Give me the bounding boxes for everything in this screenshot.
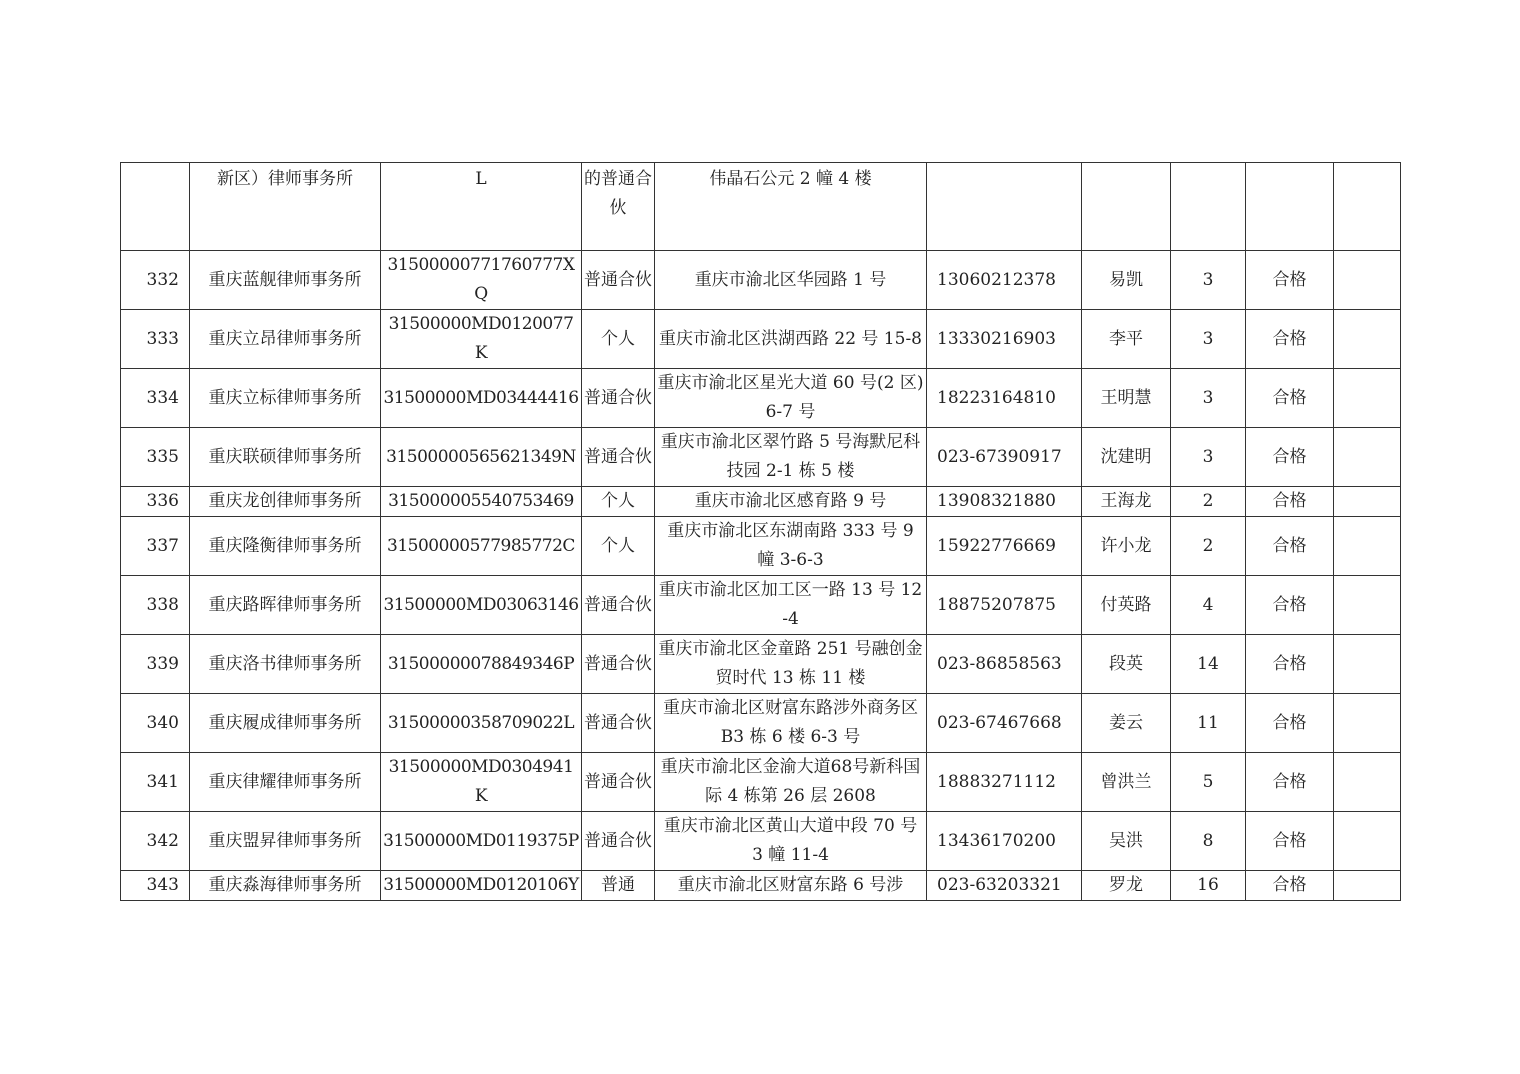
cell-type: 普通合伙 (582, 694, 655, 753)
cell-code: 31500000565621349N (381, 428, 582, 487)
table-row (121, 871, 1401, 901)
cell-phone: 023-63203321 (927, 871, 1082, 901)
cell-phone: 023-86858563 (927, 635, 1082, 694)
cell-type: 普通合伙 (582, 369, 655, 428)
cell-name: 重庆龙创律师事务所 (190, 487, 381, 517)
cell-lawyers: 5 (1171, 753, 1246, 812)
cell-no: 334 (121, 369, 190, 428)
cell-result: 合格 (1246, 310, 1334, 369)
cell-address: 重庆市渝北区加工区一路 13 号 12-4 (655, 576, 927, 635)
table-body (121, 163, 1401, 901)
cell-type: 个人 (582, 487, 655, 517)
cell-remarks (1334, 428, 1401, 487)
cell-director: 王海龙 (1082, 487, 1171, 517)
cell-address: 重庆市渝北区华园路 1 号 (655, 251, 927, 310)
cell-phone: 13330216903 (927, 310, 1082, 369)
cell-director: 易凯 (1082, 251, 1171, 310)
cell-address: 重庆市渝北区星光大道 60 号(2 区)6-7 号 (655, 369, 927, 428)
cell-director: 段英 (1082, 635, 1171, 694)
cell-remarks (1334, 635, 1401, 694)
cell-name: 重庆蓝舰律师事务所 (190, 251, 381, 310)
cell-result: 合格 (1246, 812, 1334, 871)
cell-phone: 18223164810 (927, 369, 1082, 428)
cell-result: 合格 (1246, 428, 1334, 487)
cell-address: 重庆市渝北区金童路 251 号融创金贸时代 13 栋 11 楼 (655, 635, 927, 694)
cell-remarks (1334, 487, 1401, 517)
cell-result: 合格 (1246, 753, 1334, 812)
cell-name: 重庆立标律师事务所 (190, 369, 381, 428)
cell-no: 336 (121, 487, 190, 517)
cell-address: 重庆市渝北区金渝大道68号新科国际 4 栋第 26 层 2608 (655, 753, 927, 812)
cell-type: 普通合伙 (582, 251, 655, 310)
cell-phone: 18875207875 (927, 576, 1082, 635)
cell-result (1246, 163, 1334, 251)
cell-remarks (1334, 871, 1401, 901)
cell-address: 重庆市渝北区财富东路 6 号涉 (655, 871, 927, 901)
cell-name: 重庆隆衡律师事务所 (190, 517, 381, 576)
law-firm-table (120, 162, 1401, 901)
cell-result: 合格 (1246, 487, 1334, 517)
cell-type: 的普通合伙 (582, 163, 655, 251)
cell-code: 315000005540753469 (381, 487, 582, 517)
cell-lawyers: 16 (1171, 871, 1246, 901)
cell-phone: 13436170200 (927, 812, 1082, 871)
cell-code: 31500000MD0304941K (381, 753, 582, 812)
table-row (121, 753, 1401, 812)
cell-code: 31500000MD03063146 (381, 576, 582, 635)
cell-remarks (1334, 812, 1401, 871)
cell-name: 重庆律耀律师事务所 (190, 753, 381, 812)
cell-address: 重庆市渝北区东湖南路 333 号 9 幢 3-6-3 (655, 517, 927, 576)
table-row (121, 428, 1401, 487)
cell-remarks (1334, 517, 1401, 576)
table-row (121, 812, 1401, 871)
cell-director: 吴洪 (1082, 812, 1171, 871)
cell-no: 339 (121, 635, 190, 694)
cell-address: 重庆市渝北区翠竹路 5 号海默尼科技园 2-1 栋 5 楼 (655, 428, 927, 487)
cell-address: 重庆市渝北区黄山大道中段 70 号 3 幢 11-4 (655, 812, 927, 871)
cell-remarks (1334, 369, 1401, 428)
cell-result: 合格 (1246, 251, 1334, 310)
cell-result: 合格 (1246, 369, 1334, 428)
cell-lawyers: 11 (1171, 694, 1246, 753)
cell-phone: 023-67390917 (927, 428, 1082, 487)
cell-lawyers: 3 (1171, 428, 1246, 487)
cell-lawyers: 2 (1171, 517, 1246, 576)
cell-type: 普通 (582, 871, 655, 901)
cell-director (1082, 163, 1171, 251)
cell-no (121, 163, 190, 251)
cell-result: 合格 (1246, 517, 1334, 576)
cell-result: 合格 (1246, 635, 1334, 694)
cell-remarks (1334, 753, 1401, 812)
table-row (121, 310, 1401, 369)
cell-result: 合格 (1246, 694, 1334, 753)
cell-name: 重庆履成律师事务所 (190, 694, 381, 753)
cell-director: 姜云 (1082, 694, 1171, 753)
cell-type: 个人 (582, 310, 655, 369)
table-row (121, 369, 1401, 428)
cell-code: L (381, 163, 582, 251)
cell-director: 付英路 (1082, 576, 1171, 635)
cell-address: 伟晶石公元 2 幢 4 楼 (655, 163, 927, 251)
cell-name: 重庆立昂律师事务所 (190, 310, 381, 369)
cell-no: 332 (121, 251, 190, 310)
cell-address: 重庆市渝北区感育路 9 号 (655, 487, 927, 517)
cell-phone: 13908321880 (927, 487, 1082, 517)
cell-no: 335 (121, 428, 190, 487)
cell-result: 合格 (1246, 576, 1334, 635)
table-row (121, 251, 1401, 310)
cell-phone: 13060212378 (927, 251, 1082, 310)
cell-lawyers: 14 (1171, 635, 1246, 694)
cell-type: 普通合伙 (582, 635, 655, 694)
cell-code: 31500000MD0119375P (381, 812, 582, 871)
cell-no: 333 (121, 310, 190, 369)
table-row (121, 517, 1401, 576)
cell-code: 31500000771760777XQ (381, 251, 582, 310)
cell-remarks (1334, 694, 1401, 753)
cell-no: 338 (121, 576, 190, 635)
cell-lawyers: 8 (1171, 812, 1246, 871)
cell-address: 重庆市渝北区财富东路涉外商务区 B3 栋 6 楼 6-3 号 (655, 694, 927, 753)
cell-director: 李平 (1082, 310, 1171, 369)
cell-address: 重庆市渝北区洪湖西路 22 号 15-8 (655, 310, 927, 369)
cell-phone: 18883271112 (927, 753, 1082, 812)
cell-type: 普通合伙 (582, 576, 655, 635)
cell-lawyers (1171, 163, 1246, 251)
cell-no: 343 (121, 871, 190, 901)
cell-phone: 15922776669 (927, 517, 1082, 576)
cell-name: 重庆盟昇律师事务所 (190, 812, 381, 871)
cell-type: 普通合伙 (582, 428, 655, 487)
cell-remarks (1334, 310, 1401, 369)
cell-phone: 023-67467668 (927, 694, 1082, 753)
cell-code: 31500000577985772C (381, 517, 582, 576)
table-row-continued (121, 163, 1401, 251)
cell-remarks (1334, 576, 1401, 635)
cell-code: 31500000358709022L (381, 694, 582, 753)
cell-director: 罗龙 (1082, 871, 1171, 901)
cell-type: 普通合伙 (582, 753, 655, 812)
cell-lawyers: 3 (1171, 369, 1246, 428)
table-row (121, 487, 1401, 517)
cell-name: 重庆淼海律师事务所 (190, 871, 381, 901)
cell-code: 31500000078849346P (381, 635, 582, 694)
cell-lawyers: 4 (1171, 576, 1246, 635)
cell-director: 王明慧 (1082, 369, 1171, 428)
cell-name: 重庆路晖律师事务所 (190, 576, 381, 635)
cell-no: 337 (121, 517, 190, 576)
cell-no: 340 (121, 694, 190, 753)
cell-code: 31500000MD0120106Y (381, 871, 582, 901)
cell-director: 曾洪兰 (1082, 753, 1171, 812)
cell-remarks (1334, 251, 1401, 310)
cell-type: 普通合伙 (582, 812, 655, 871)
cell-name: 重庆洛书律师事务所 (190, 635, 381, 694)
table-row (121, 576, 1401, 635)
cell-no: 341 (121, 753, 190, 812)
cell-phone (927, 163, 1082, 251)
cell-no: 342 (121, 812, 190, 871)
cell-lawyers: 3 (1171, 251, 1246, 310)
cell-director: 沈建明 (1082, 428, 1171, 487)
cell-name: 新区）律师事务所 (190, 163, 381, 251)
cell-lawyers: 2 (1171, 487, 1246, 517)
cell-remarks (1334, 163, 1401, 251)
cell-lawyers: 3 (1171, 310, 1246, 369)
table-row (121, 694, 1401, 753)
table-row (121, 635, 1401, 694)
cell-type: 个人 (582, 517, 655, 576)
cell-director: 许小龙 (1082, 517, 1171, 576)
cell-code: 31500000MD03444416 (381, 369, 582, 428)
cell-name: 重庆联硕律师事务所 (190, 428, 381, 487)
cell-code: 31500000MD0120077K (381, 310, 582, 369)
cell-result: 合格 (1246, 871, 1334, 901)
